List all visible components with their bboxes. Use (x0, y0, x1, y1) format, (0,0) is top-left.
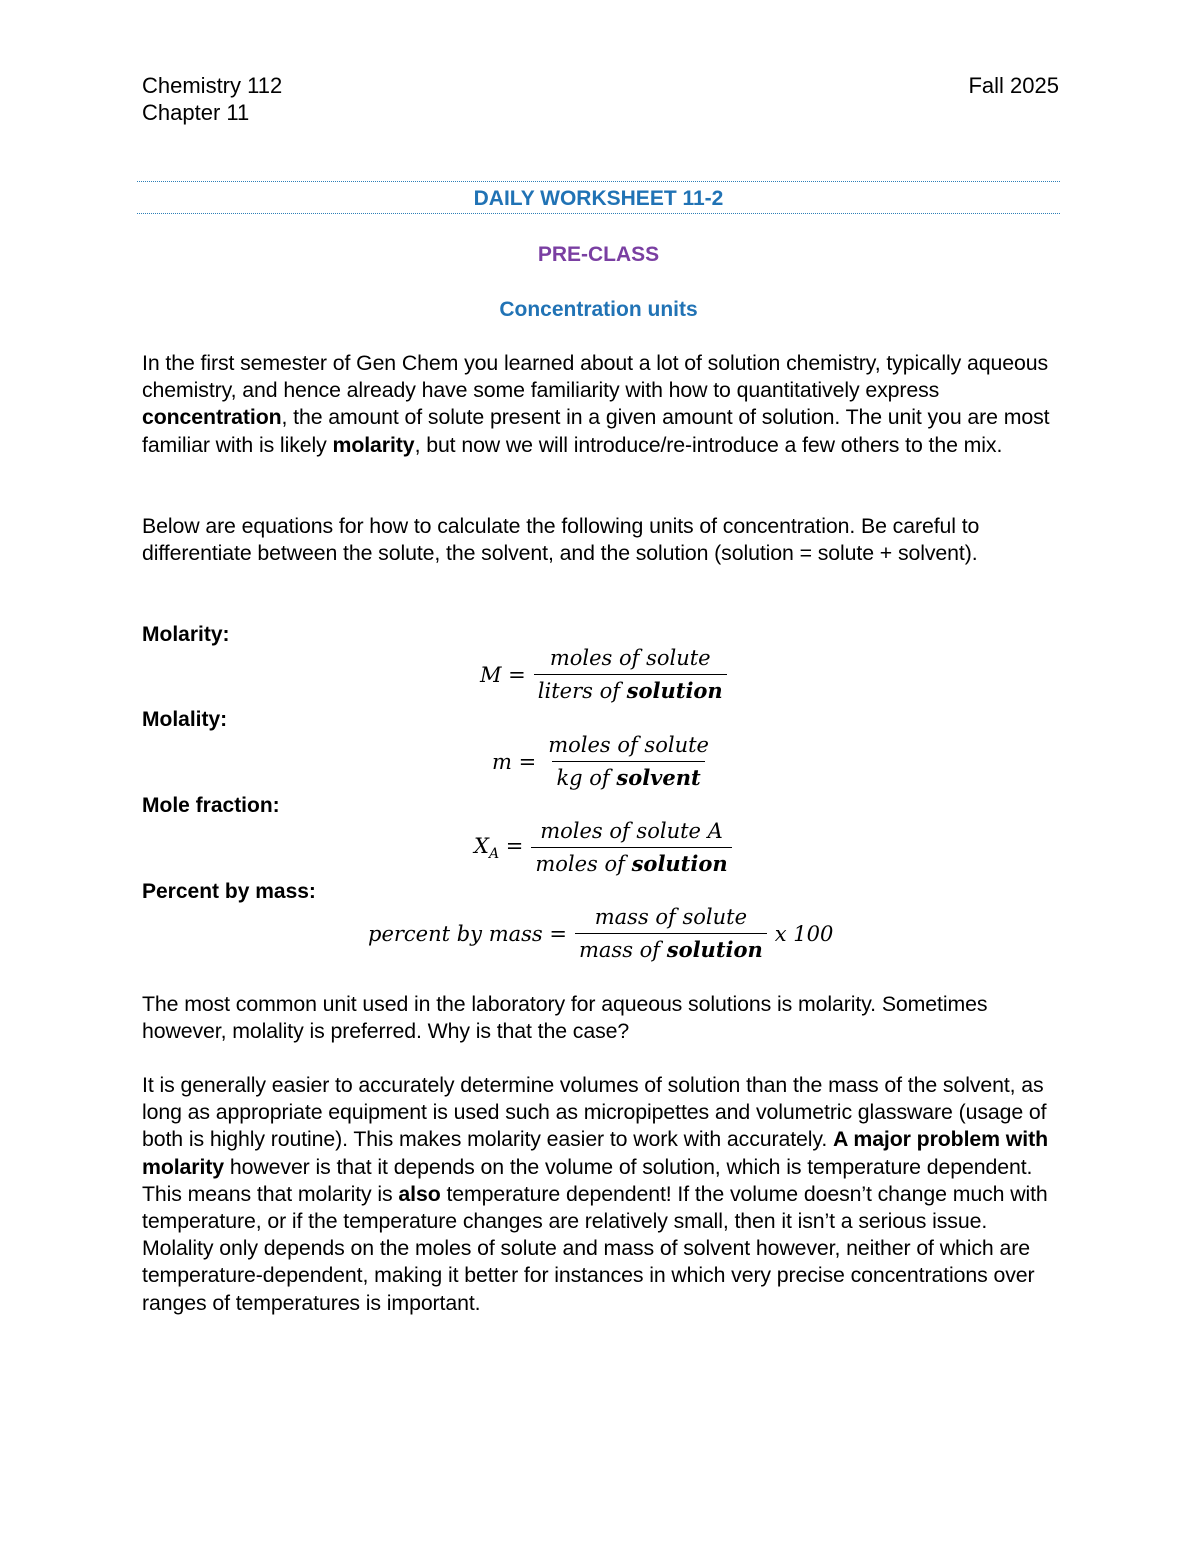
percent-mass-multiplier: x 100 (774, 921, 834, 946)
below-paragraph: Below are equations for how to calculate the following units of concentration. Be careful to differentiate between the solute, the solvent, and the solution (solution = solute + solvent). (142, 514, 980, 566)
mole-fraction-fraction (531, 818, 731, 877)
molality-equation: m = $\frac{\text{moles of solute}}{\text{kg of solvent}}$ (492, 732, 713, 791)
mole-fraction-numerator: moles of solute A (540, 819, 723, 843)
molality-fraction (544, 732, 713, 791)
molality-numerator: moles of solute (548, 733, 709, 757)
percent-mass-label: Percent by mass: (142, 880, 316, 903)
course-name: Chemistry 112 (142, 73, 283, 98)
topic-heading: Concentration units (499, 298, 698, 321)
intro-paragraph: In the first semester of Gen Chem you learned about a lot of solution chemistry, typically aqueous chemistry, and hence already have some familiarity with how to quantitatively express concentration, the amount of solute present in a given amount of solution. The unit you are most familiar with is likely molarity, but now we will introduce/re-introduce a few others to the mix. (142, 351, 1050, 457)
question-paragraph: The most common unit used in the laboratory for aqueous solutions is molarity. Sometimes however, molality is preferred. Why is that the case? (142, 992, 988, 1044)
percent-mass-numerator: mass of solute (594, 905, 748, 929)
header-left (142, 72, 282, 126)
molality-denominator: kg of solvent (552, 761, 704, 791)
bottom-divider (137, 213, 1060, 214)
molarity-equation: M = $\frac{\text{moles of solute}}{\text{liters of solution}}$ (480, 645, 727, 704)
chapter-name: Chapter 11 (142, 100, 250, 125)
percent-mass-fraction (575, 904, 767, 963)
emphasis-major-problem: A major problem with molarity (142, 1127, 1048, 1179)
term-molarity: molarity (332, 432, 415, 457)
answer-paragraph: It is generally easier to accurately determine volumes of solution than the mass of the solvent, as long as appropriate equipment is used such as micropipettes and volumetric glassware (usage of both is highly routine). This makes molarity easier to work with accurately. A major problem with molarity however is that it depends on the volume of solution, which is temperature dependent. This means that molarity is also temperature dependent! If the volume doesn’t change much with temperature, or if the temperature changes are relatively small, then it isn’t a serious issue. Molality only depends on the moles of solute and mass of solvent however, neither of which are temperature-dependent, making it better for instances in which very precise concentrations over ranges of temperatures is important. (142, 1073, 1048, 1315)
mole-fraction-equation: $X_A$ = $\frac{\text{moles of solute A}}{\text{moles of solution}}$ (474, 818, 732, 877)
molarity-label: Molarity: (142, 623, 230, 646)
section-heading: PRE-CLASS (537, 243, 660, 266)
percent-mass-denominator: mass of solution (575, 933, 767, 963)
term-label: Fall 2025 (968, 73, 1059, 98)
worksheet-title: DAILY WORKSHEET 11-2 (473, 187, 724, 210)
mole-fraction-denominator: moles of solution (531, 847, 731, 877)
term-concentration: concentration (142, 405, 282, 430)
molarity-fraction (534, 645, 727, 704)
top-divider (137, 181, 1060, 182)
molarity-numerator: moles of solute (549, 646, 711, 670)
molarity-denominator: liters of solution (534, 674, 727, 704)
mole-fraction-label: Mole fraction: (142, 794, 280, 817)
emphasis-also: also (398, 1181, 441, 1206)
percent-mass-equation: percent by mass = $\frac{\text{mass of solute}}{\text{mass of solution}}$ x 100 (368, 905, 834, 962)
molality-label: Molality: (142, 708, 228, 731)
